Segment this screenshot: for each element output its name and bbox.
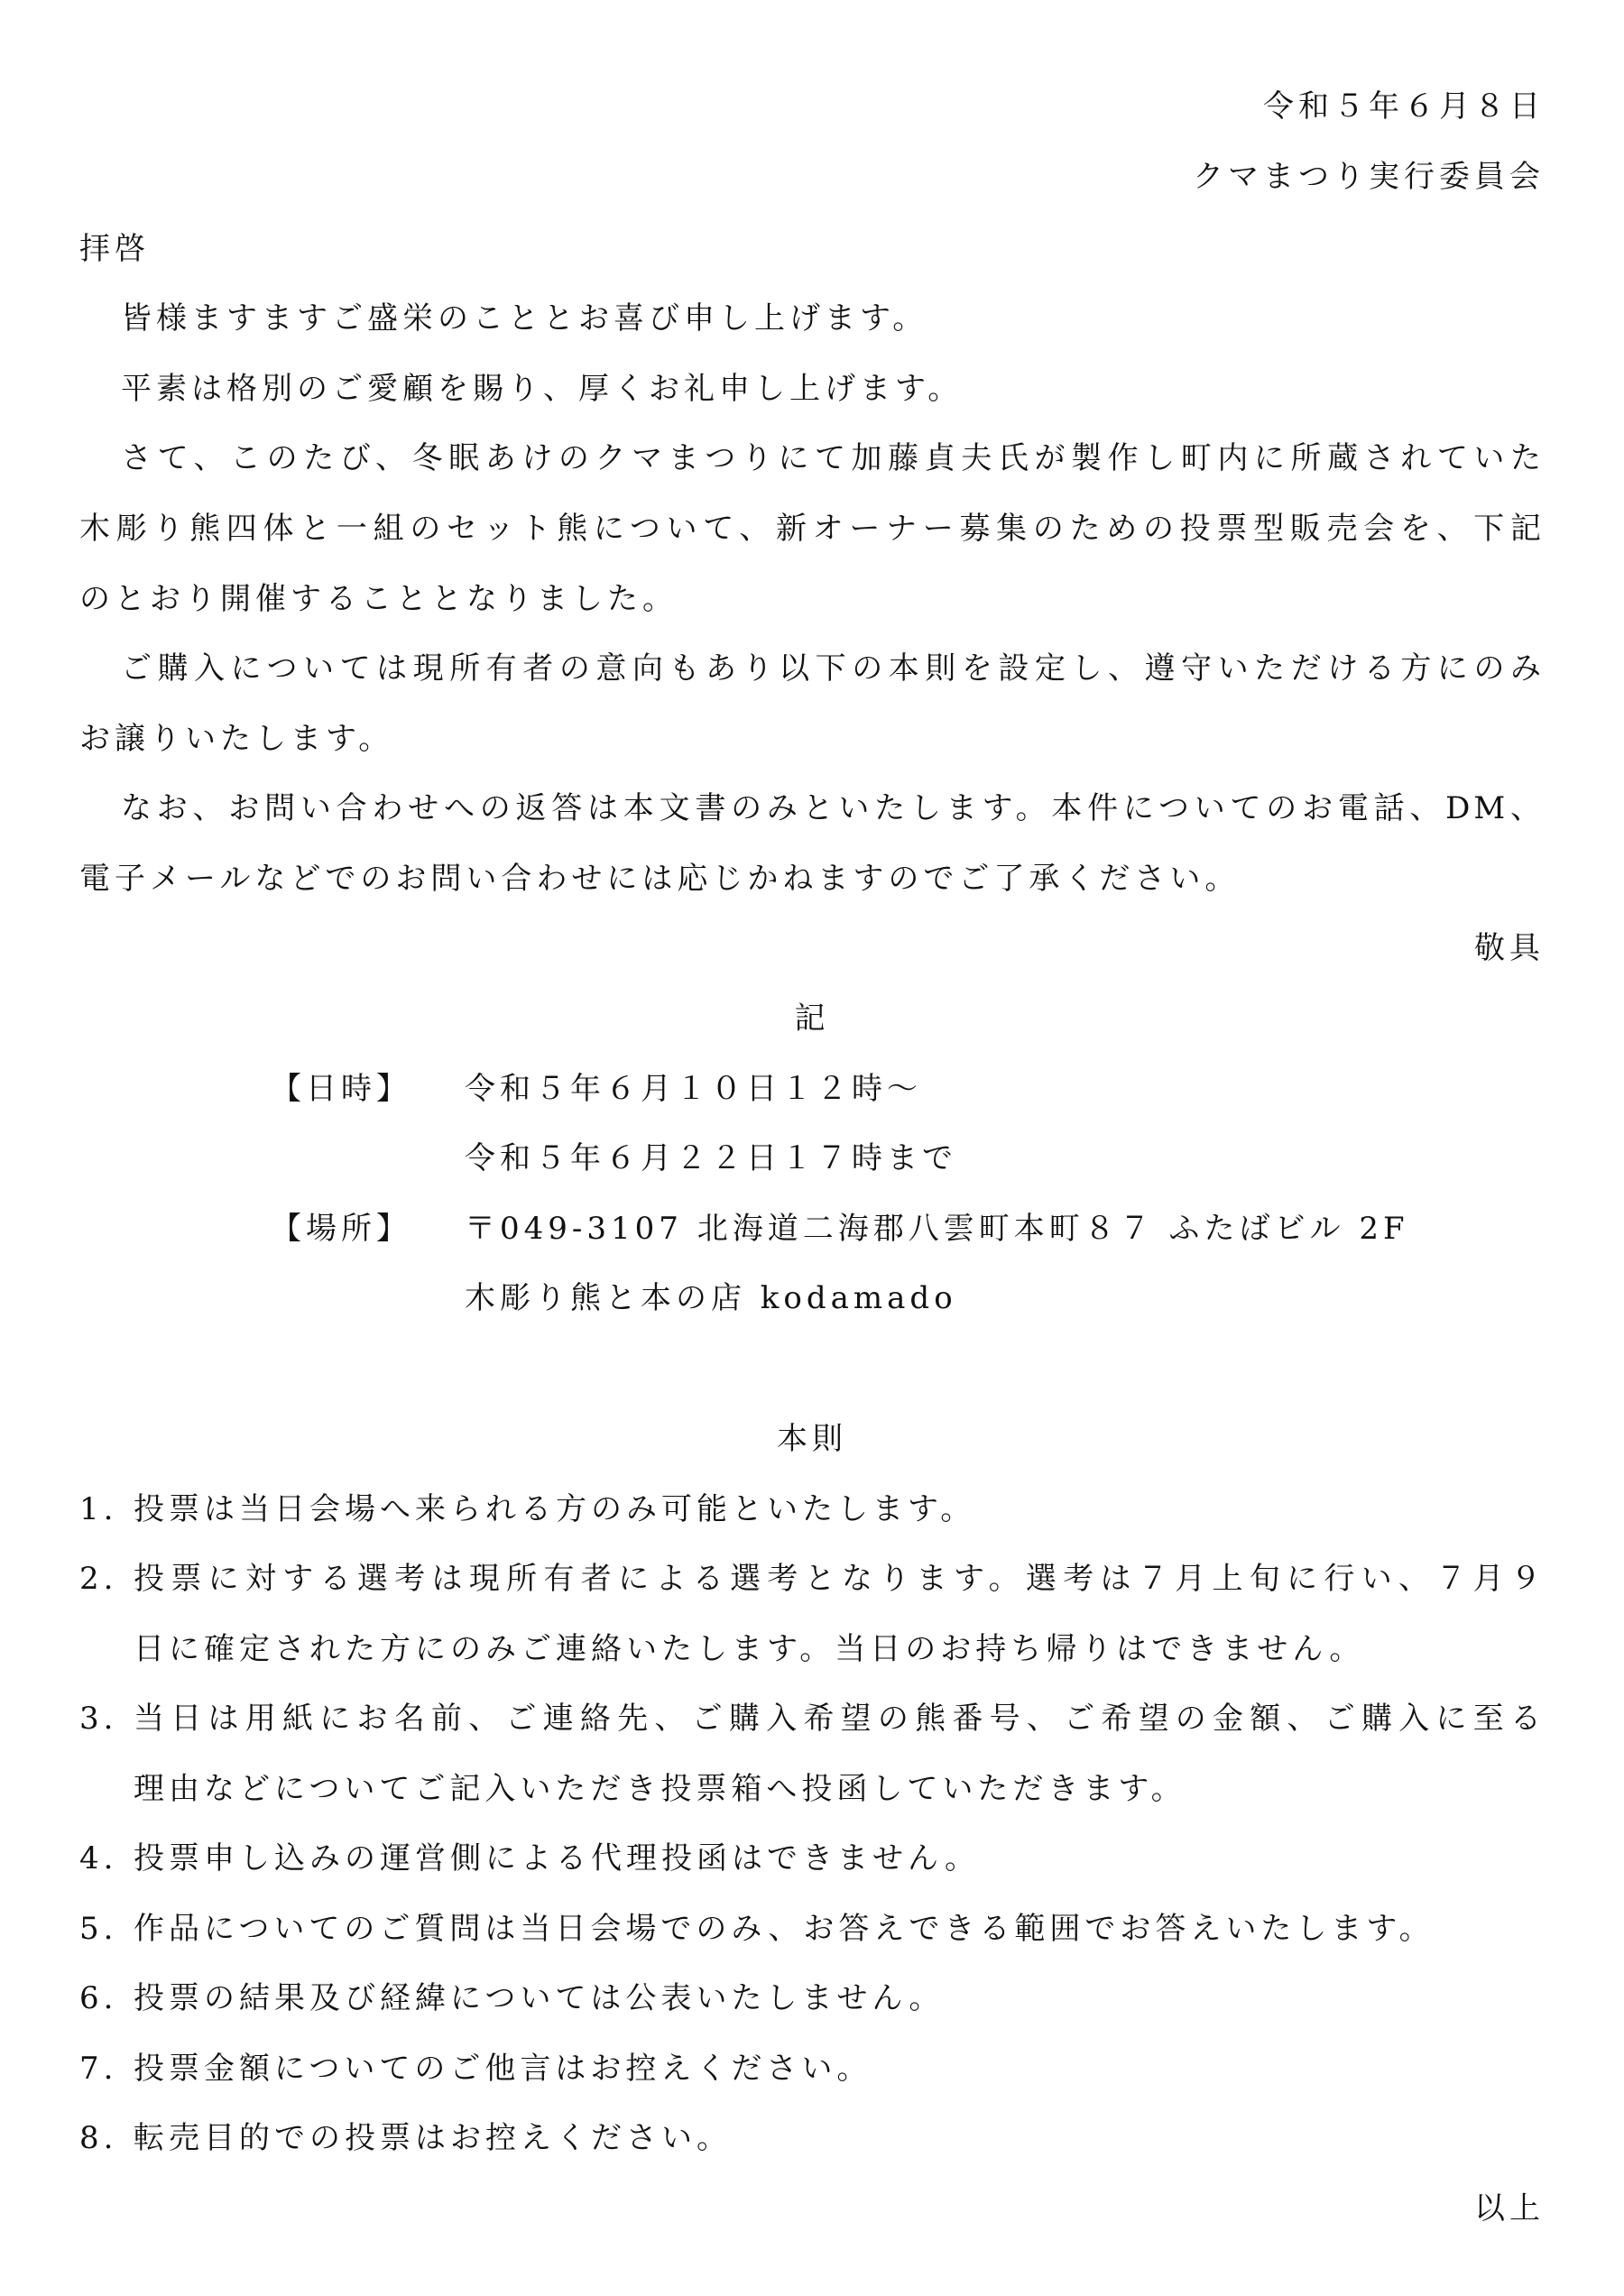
datetime-end: 令和５年６月２２日１７時まで [465, 1140, 957, 1176]
paragraph-thanks: 平素は格別のご愛顧を賜り、厚くお礼申し上げます。 [121, 371, 964, 407]
rule-text: 投票の結果及び経緯については公表いたしません。 [134, 1980, 945, 2016]
rules-heading: 本則 [777, 1421, 847, 1457]
place-shop-name: 木彫り熊と本の店 kodamado [465, 1280, 957, 1316]
rule-number: 8. [79, 2120, 118, 2156]
paragraph-purchase-line: ご購入については現所有者の意向もあり以下の本則を設定し、遵守いただける方にのみ [121, 650, 1545, 687]
paragraph-announcement-line: のとおり開催することとなりました。 [79, 581, 678, 617]
rule-number: 2. [79, 1561, 118, 1597]
details-heading: 記 [794, 1000, 830, 1037]
organizer-name: クマまつり実行委員会 [1193, 159, 1545, 195]
paragraph-purchase-line: お譲りいたします。 [79, 721, 394, 757]
rule-text: 作品についてのご質問は当日会場でのみ、お答えできる範囲でお答えいたします。 [134, 1911, 1435, 1947]
paragraph-inquiry-line: なお、お問い合わせへの返答は本文書のみといたします。本件についてのお電話、DM、 [121, 790, 1545, 826]
place-address: 〒049-3107 北海道二海郡八雲町本町８７ ふたばビル 2F [465, 1211, 1409, 1247]
document-date: 令和５年６月８日 [1263, 88, 1545, 124]
rule-number: 5. [79, 1911, 118, 1947]
datetime-start: 令和５年６月１０日１２時～ [465, 1071, 922, 1107]
rule-text: 投票金額についてのご他言はお控えください。 [134, 2051, 872, 2087]
opening-salutation: 拝啓 [79, 231, 150, 267]
paragraph-greeting: 皆様ますますご盛栄のこととお喜び申し上げます。 [121, 300, 928, 337]
rule-number: 3. [79, 1701, 118, 1737]
rule-number: 6. [79, 1980, 118, 2016]
paragraph-announcement-line: 木彫り熊四体と一組のセット熊について、新オーナー募集のための投票型販売会を、下記 [79, 511, 1545, 547]
rule-number: 4. [79, 1840, 118, 1876]
datetime-label: 【日時】 [271, 1071, 411, 1107]
rule-text: 投票は当日会場へ来られる方のみ可能といたします。 [134, 1491, 976, 1527]
rule-text: 日に確定された方にのみご連絡いたします。当日のお持ち帰りはできません。 [134, 1631, 1365, 1667]
rules-closing: 以上 [1474, 2190, 1545, 2227]
rule-text: 当日は用紙にお名前、ご連絡先、ご購入希望の熊番号、ご希望の金額、ご購入に至る [134, 1701, 1545, 1737]
rule-text: 投票に対する選考は現所有者による選考となります。選考は７月上旬に行い、７月９ [134, 1561, 1545, 1597]
paragraph-announcement-line: さて、このたび、冬眠あけのクマまつりにて加藤貞夫氏が製作し町内に所蔵されていた [121, 440, 1545, 476]
rule-number: 1. [79, 1491, 118, 1527]
closing-salutation: 敬具 [1474, 930, 1545, 966]
paragraph-inquiry-line: 電子メールなどでのお問い合わせには応じかねますのでご了承ください。 [79, 861, 1241, 897]
rule-text: 理由などについてご記入いただき投票箱へ投函していただきます。 [134, 1771, 1186, 1807]
place-label: 【場所】 [271, 1211, 411, 1247]
rule-text: 転売目的での投票はお控えください。 [134, 2120, 732, 2156]
rule-number: 7. [79, 2051, 118, 2087]
rule-text: 投票申し込みの運営側による代理投函はできません。 [134, 1840, 981, 1876]
